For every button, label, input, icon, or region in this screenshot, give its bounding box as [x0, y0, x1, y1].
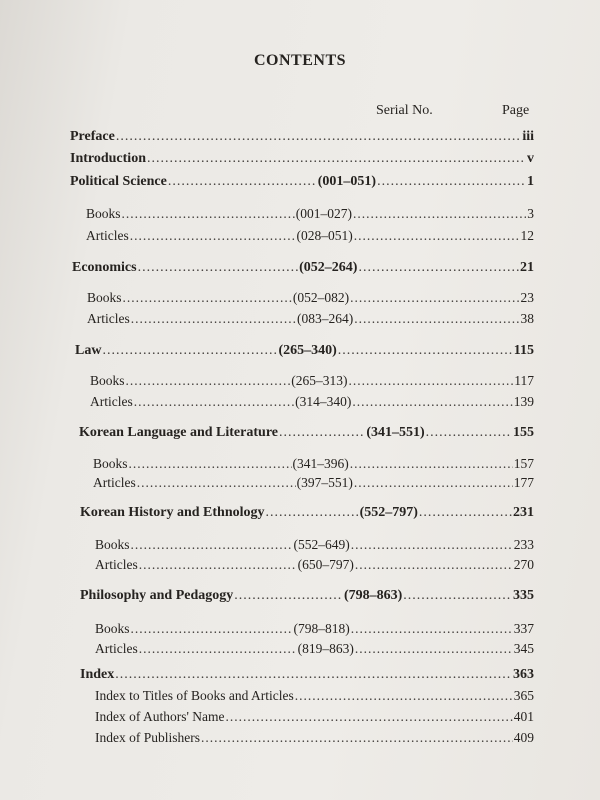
toc-entry-law: Law ..... (265–340) ..... 115 [75, 342, 534, 360]
toc-entry-index: Index ..... 363 [80, 666, 534, 684]
toc-entry-philosophy-articles: Articles ..... (819–863) ..... 345 [95, 640, 534, 658]
toc-entry-index-publishers: Index of Publishers ..... 409 [95, 729, 534, 747]
toc-entry-philosophy-pedagogy: Philosophy and Pedagogy ..... (798–863) ..... 335 [80, 587, 534, 605]
toc-entry-index-authors: Index of Authors' Name ..... 401 [95, 708, 534, 726]
toc-entry-index-titles: Index to Titles of Books and Articles ..... 365 [95, 687, 534, 705]
page-column-header: Page [502, 103, 530, 118]
page-title: CONTENTS [253, 52, 347, 69]
toc-entry-economics-books: Books ..... (052–082) ..... 23 [87, 289, 534, 307]
toc-entry-korean-language-articles: Articles ..... (397–551) ..... 177 [93, 474, 534, 492]
serial-no-column-header: Serial No. [376, 103, 433, 118]
toc-entry-korean-history-ethnology: Korean History and Ethnology ..... (552–797) ..... 231 [80, 504, 534, 522]
toc-entry-preface: Preface ..... iii [70, 128, 534, 146]
toc-entry-korean-language-books: Books ..... (341–396) ..... 157 [93, 455, 534, 473]
toc-entry-korean-history-articles: Articles ..... (650–797) ..... 270 [95, 556, 534, 574]
toc-entry-law-books: Books ..... (265–313) ..... 117 [90, 372, 534, 390]
toc-entry-korean-language-literature: Korean Language and Literature ..... (341–551) ..... 155 [79, 424, 534, 442]
toc-entry-political-science-articles: Articles ..... (028–051) ..... 12 [86, 227, 534, 245]
toc-entry-philosophy-books: Books ..... (798–818) ..... 337 [95, 620, 534, 638]
toc-entry-economics: Economics ..... (052–264) ..... 21 [72, 259, 534, 277]
toc-entry-political-science: Political Science ..... (001–051) ..... 1 [70, 173, 534, 191]
toc-entry-economics-articles: Articles ..... (083–264) ..... 38 [87, 310, 534, 328]
toc-entry-korean-history-books: Books ..... (552–649) ..... 233 [95, 536, 534, 554]
toc-entry-law-articles: Articles ..... (314–340) ..... 139 [90, 393, 534, 411]
toc-entry-political-science-books: Books ..... (001–027) ..... 3 [86, 205, 534, 223]
toc-entry-introduction: Introduction ..... v [70, 150, 534, 168]
